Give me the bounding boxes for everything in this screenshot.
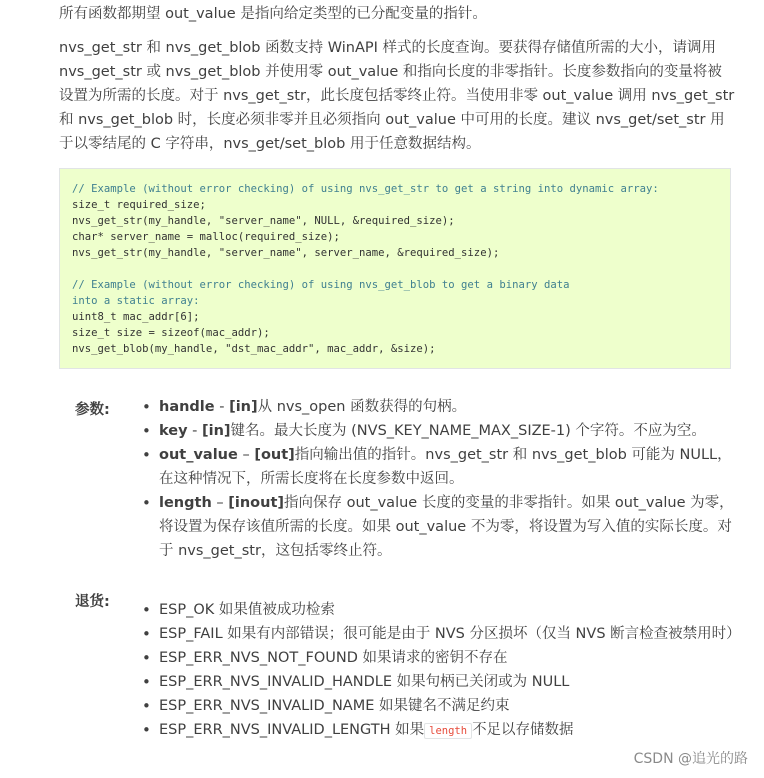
param-item-length: • length – [inout]指向保存 out_value 长度的变量的非零指针。如果 out_value 为零，将设置为保存该值所需的长度。如果 out_value 不为零，将设置为写入值的实际长度。对于 nvs_get_str，这包括零终止符。 [140, 491, 738, 563]
param-direction: [in] [202, 423, 231, 439]
code-line: size_t required_size; [72, 199, 206, 211]
params-label: 参数: [75, 402, 110, 418]
code-line: size_t size = sizeof(mac_addr); [72, 327, 270, 339]
params-list [140, 395, 738, 563]
param-desc: 指向输出值的指针。nvs_get_str 和 nvs_get_blob 可能为 NULL，在这种情况下，所需长度将在长度参数中返回。 [159, 447, 732, 487]
param-name: handle [159, 399, 215, 415]
param-item-handle: • handle - [in]从 nvs_open 函数获得的句柄。 [140, 395, 738, 419]
return-item: • ESP_ERR_NVS_INVALID_LENGTH 如果 length 不足以存储数据 [140, 718, 738, 743]
param-desc: 从 nvs_open 函数获得的句柄。 [257, 399, 467, 415]
code-line: into a static array: [72, 295, 200, 307]
param-item-key: • key - [in]键名。最大长度为 (NVS_KEY_NAME_MAX_SIZE-1) 个字符。不应为空。 [140, 419, 738, 443]
return-item: • ESP_OK 如果值被成功检索 [140, 598, 738, 622]
param-direction: [out] [254, 447, 295, 463]
code-line: // Example (without error checking) of using nvs_get_blob to get a binary data [72, 279, 570, 291]
code-line: nvs_get_blob(my_handle, "dst_mac_addr", mac_addr, &size); [72, 343, 436, 355]
param-name: length [159, 495, 212, 511]
param-desc: 指向保存 out_value 长度的变量的非零指针。如果 out_value 为零，将设置为保存该值所需的长度。如果 out_value 不为零，将设置为写入值的实际长度。对于 nvs_get_str，这包括零终止符。 [159, 495, 734, 559]
returns-label: 退货: [75, 594, 110, 610]
code-line [72, 261, 718, 277]
intro-paragraph: 所有函数都期望 out_value 是指向给定类型的已分配变量的指针。 [59, 6, 487, 22]
return-item: • ESP_ERR_NVS_INVALID_NAME 如果键名不满足约束 [140, 694, 738, 718]
param-name: key [159, 423, 188, 439]
inline-code-length: length [424, 723, 472, 739]
param-item-out-value: • out_value – [out]指向输出值的指针。nvs_get_str 和 nvs_get_blob 可能为 NULL，在这种情况下，所需长度将在长度参数中返回。 [140, 443, 738, 491]
param-desc: 键名。最大长度为 (NVS_KEY_NAME_MAX_SIZE-1) 个字符。不应为空。 [230, 423, 706, 439]
param-direction: [in] [229, 399, 258, 415]
param-name: out_value [159, 447, 238, 463]
param-direction: [inout] [228, 495, 284, 511]
csdn-watermark: CSDN @追光的路 [633, 751, 748, 767]
code-line: char* server_name = malloc(required_size); [72, 231, 340, 243]
description-paragraph: nvs_get_str 和 nvs_get_blob 函数支持 WinAPI 样式的长度查询。要获得存储值所需的大小，请调用 nvs_get_str 或 nvs_get_blob 并使用零 out_value 和指向长度的非零指针。长度参数指向的变量将被设置为所需的长度。对于 nvs_get_str，此长度包括零终止符。当使用非零 out_value 调用 nvs_get_str 和 nvs_get_blob 时，长度必须非零并且必须指向 out_value 中可用的长度。建议 nvs_get/set_str 用于以零结尾的 C 字符串，nvs_get/set_blob 用于任意数据结构。 [59, 40, 735, 152]
code-block [59, 168, 731, 369]
returns-list [140, 598, 741, 743]
return-item: • ESP_FAIL 如果有内部错误；很可能是由于 NVS 分区损坏（仅当 NVS 断言检查被禁用时） [140, 622, 738, 646]
code-line: uint8_t mac_addr[6]; [72, 311, 200, 323]
code-line: nvs_get_str(my_handle, "server_name", NULL, &required_size); [72, 215, 455, 227]
return-item: • ESP_ERR_NVS_INVALID_HANDLE 如果句柄已关闭或为 NULL [140, 670, 738, 694]
code-line: // Example (without error checking) of using nvs_get_str to get a string into dynamic array: [72, 183, 659, 195]
code-line: nvs_get_str(my_handle, "server_name", server_name, &required_size); [72, 247, 500, 259]
return-item: • ESP_ERR_NVS_NOT_FOUND 如果请求的密钥不存在 [140, 646, 738, 670]
